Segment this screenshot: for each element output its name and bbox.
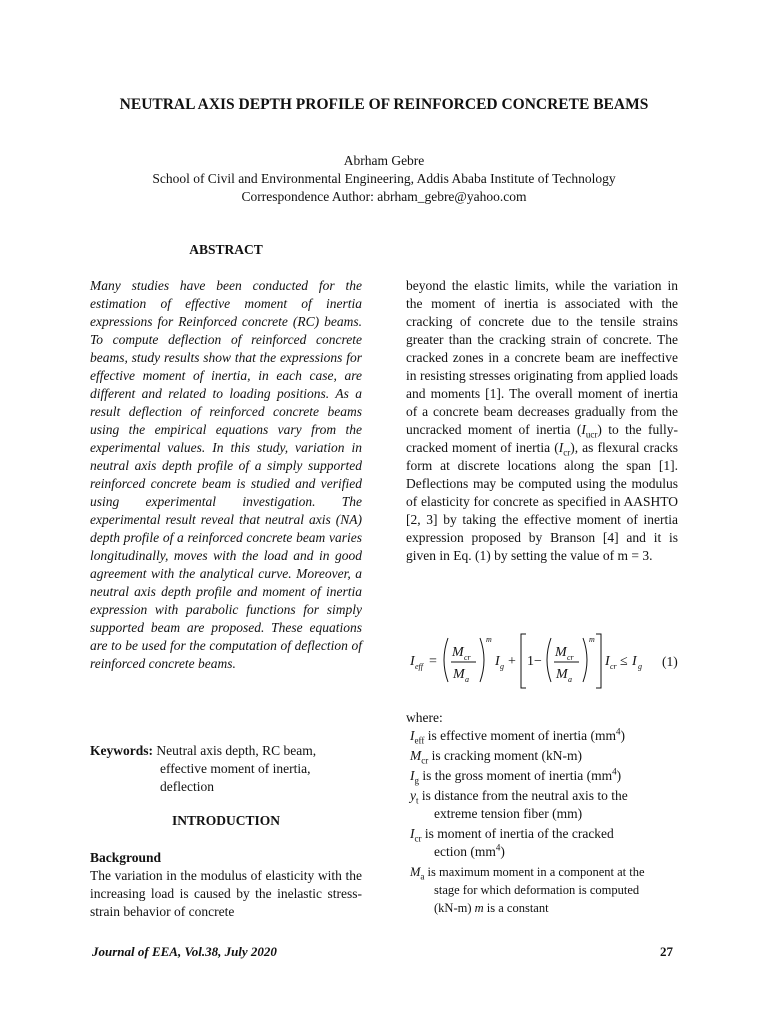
- page-number: 27: [660, 944, 673, 959]
- def-ieff: [410, 727, 682, 745]
- introduction-heading: INTRODUCTION: [171, 813, 280, 828]
- eq-m-cr: M: [452, 645, 464, 660]
- paper-title: NEUTRAL AXIS DEPTH PROFILE OF REINFORCED CONCRETE BEAMS: [119, 96, 649, 113]
- correspondence-line: Correspondence Author: abrham_gebre@yahoo.com: [241, 189, 527, 204]
- eq-sub-cr-3: cr: [610, 662, 617, 671]
- body-text-part: beyond the elastic limits, while the variation in the moment of inertia is associated with the cracking of concrete due to the tensile strains greater than the cracking strain of concrete. The cracked zones in a concrete beam are ineffective in resisting stresses originating from applied loads and moments [1]. The overall moment of inertia of a concrete beam decreases gradually from the uncracked moment of inertia (: [406, 278, 678, 437]
- eq-m-cr-2: M: [555, 645, 567, 660]
- def-continuation: stage for which deformation is computed: [434, 883, 640, 897]
- author-block: [60, 152, 708, 206]
- eq-leq: ≤: [620, 654, 628, 669]
- eq-symbol-icr: I: [605, 654, 610, 669]
- eq-left-bracket: [521, 634, 526, 688]
- def-text: is maximum moment in a component at the: [424, 865, 645, 879]
- def-cont-text: (kN-m): [434, 901, 475, 915]
- def-subscript: cr: [414, 833, 422, 844]
- eq-sub-cr: cr: [464, 653, 471, 662]
- keywords-rest: effective moment of inertia, deflection: [160, 761, 311, 794]
- eq-exp-m: m: [486, 635, 492, 644]
- def-continuation-2: [410, 899, 682, 917]
- def-symbol: I: [410, 826, 415, 841]
- body-text-part: ), as flexural cracks form at discrete locations along the span [1]. Deflections may be computed using the modulus of elasticity for concrete as specified in AASHTO [2, 3] by taking the effective moment of inertia expression proposed by Branson [4] and it is given in Eq. (1) by setting the value of m = 3.: [406, 440, 678, 563]
- eq-sub-a-2: a: [568, 675, 572, 684]
- eq-symbol-ig-2: I: [632, 654, 637, 669]
- eq-plus: +: [508, 654, 516, 669]
- def-cont-text: ection (mm: [434, 844, 496, 859]
- background-subheading: Background: [90, 850, 162, 865]
- author-affiliation: School of Civil and Environmental Engineering, Addis Ababa Institute of Technology: [152, 171, 616, 186]
- where-heading: where:: [406, 710, 443, 725]
- abstract-heading: ABSTRACT: [189, 242, 263, 257]
- def-symbol: I: [410, 768, 415, 783]
- eq-symbol-i: I: [410, 654, 415, 669]
- def-symbol: M: [410, 748, 422, 763]
- eq-left-paren: [444, 638, 448, 682]
- symbol-definitions: [410, 727, 682, 919]
- subscript: ucr: [585, 429, 598, 440]
- eq-symbol-ig: I: [495, 654, 500, 669]
- def-symbol: I: [410, 728, 415, 743]
- def-text: is effective moment of inertia (mm: [424, 728, 617, 743]
- def-mcr: [410, 747, 682, 765]
- def-tail: ): [500, 844, 505, 859]
- def-subscript: g: [414, 775, 419, 786]
- right-column-text: [406, 277, 678, 565]
- def-superscript: 4: [495, 842, 501, 853]
- eq-right-paren-2: [583, 638, 587, 682]
- def-superscript: 4: [616, 726, 621, 737]
- eq-sub-cr-2: cr: [567, 653, 574, 662]
- eq-one-minus: 1−: [527, 654, 542, 669]
- eq-exp-m-2: m: [589, 635, 595, 644]
- journal-footer: Journal of EEA, Vol.38, July 2020: [92, 944, 277, 959]
- eq-sub-a: a: [465, 675, 469, 684]
- keywords-label: Keywords:: [90, 743, 153, 758]
- def-text: is distance from the neutral axis to the: [418, 788, 628, 803]
- def-tail: ): [616, 768, 622, 783]
- eq-m-a: M: [453, 667, 465, 682]
- def-superscript: 4: [612, 766, 617, 777]
- eq-sub-eff: eff: [415, 662, 423, 671]
- keywords: [90, 742, 362, 796]
- def-continuation: extreme tension fiber (mm): [434, 806, 583, 821]
- def-text: is cracking moment (kN-m): [428, 748, 582, 763]
- equation-number: (1): [662, 654, 678, 669]
- symbol: I: [581, 422, 586, 437]
- introduction-text: The variation in the modulus of elasticity with the increasing load is caused by the inelastic stress-strain behavior of concrete: [90, 868, 362, 919]
- eq-right-paren: [480, 638, 484, 682]
- def-tail: ): [620, 728, 626, 743]
- symbol: I: [558, 440, 564, 455]
- def-subscript: cr: [421, 755, 429, 766]
- eq-m-a-2: M: [556, 667, 568, 682]
- keywords-first: Neutral axis depth, RC beam,: [156, 743, 317, 758]
- def-ma: [410, 863, 682, 917]
- def-symbol: m: [474, 901, 484, 915]
- def-text: is moment of inertia of the cracked: [421, 826, 614, 841]
- eq-left-paren-2: [547, 638, 551, 682]
- def-subscript: t: [416, 795, 419, 806]
- def-continuation: [410, 843, 682, 861]
- def-cont-text: is a constant: [483, 901, 549, 915]
- eq-sub-g: g: [500, 662, 504, 671]
- equation-1: [400, 628, 684, 694]
- def-yt: [410, 787, 682, 823]
- def-ig: [410, 767, 682, 785]
- subscript: cr: [563, 447, 571, 458]
- def-subscript: eff: [414, 735, 425, 746]
- eq-right-bracket: [596, 634, 601, 688]
- equation-graphic: [400, 628, 684, 694]
- eq-equals: =: [429, 654, 437, 669]
- def-symbol: M: [410, 865, 421, 879]
- def-symbol: y: [410, 788, 416, 803]
- author-name: Abrham Gebre: [343, 153, 425, 168]
- abstract-text: Many studies have been conducted for the estimation of effective moment of inertia expressions for Reinforced concrete (RC) beams. To compute deflection of reinforced concrete beams, study results show that the expressions for effective moment of inertia, in each case, are different and related to loading positions. As a result deflection of reinforced concrete beams using the empirical equations vary from the experimental values. In this study, variation in neutral axis depth profile of a simply supported reinforced concrete beam is studied and verified using experimental investigation. The experimental result reveal that neutral axis (NA) depth profile of a reinforced concrete beam varies longitudinally, moves with the load and in good agreement with the analytical curve. Moreover, a neutral axis depth profile and moment of inertia expression with parabolic functions for simply supported beam are proposed. These equations are to be used for the computation of deflection of reinforced concrete beams.: [90, 278, 362, 671]
- def-icr: [410, 825, 682, 861]
- def-subscript: a: [420, 871, 425, 882]
- body-text-part: ) to the fully-cracked moment of inertia (: [406, 422, 678, 455]
- def-text: is the gross moment of inertia (mm: [419, 768, 613, 783]
- eq-sub-g-2: g: [638, 662, 642, 671]
